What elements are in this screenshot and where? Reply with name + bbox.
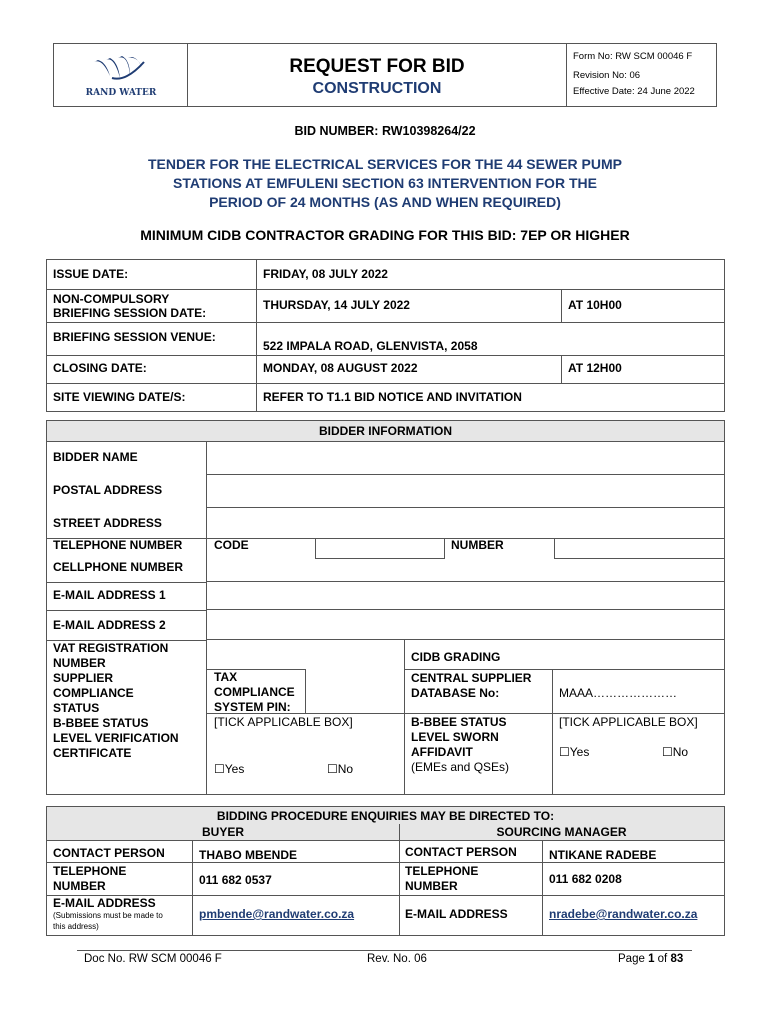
page-total: 83 xyxy=(670,953,684,965)
enquiries-heading: BIDDING PROCEDURE ENQUIRIES MAY BE DIRECTED TO: xyxy=(47,807,724,824)
tender-title-line: STATIONS AT EMFULENI SECTION 63 INTERVENTION FOR THE xyxy=(173,175,597,191)
manager-contact-name: NTIKANE RADEBE xyxy=(549,848,657,862)
bidder-name-input[interactable] xyxy=(206,442,724,475)
bidder-info-heading: BIDDER INFORMATION xyxy=(47,421,724,442)
table-row xyxy=(47,384,725,412)
col-divider xyxy=(542,841,543,935)
bidder-info-section xyxy=(46,420,725,795)
table-row xyxy=(47,323,725,356)
yes-label: Yes xyxy=(224,762,245,776)
bbbee-label-line: LEVEL VERIFICATION xyxy=(53,731,179,745)
briefing-date-value: THURSDAY, 14 JULY 2022 xyxy=(257,290,562,323)
buyer-contact-name: THABO MBENDE xyxy=(199,848,297,862)
buyer-telephone: 011 682 0537 xyxy=(199,873,272,887)
affidavit-label-line: (EMEs and QSEs) xyxy=(411,760,510,774)
affidavit-label-line: B-BBEE STATUS xyxy=(411,715,507,729)
form-info-cell xyxy=(566,44,716,106)
tel-label-line: TELEPHONE xyxy=(405,864,479,878)
csd-label-line: CENTRAL SUPPLIER xyxy=(411,671,532,685)
table-row xyxy=(47,356,725,384)
supplier-label-line: STATUS xyxy=(53,701,100,715)
row-line xyxy=(47,582,207,583)
page-prefix: Page xyxy=(618,953,649,965)
row-line xyxy=(207,669,305,670)
tender-title-line: PERIOD OF 24 MONTHS (AS AND WHEN REQUIRED) xyxy=(209,194,561,210)
email2-input[interactable] xyxy=(206,610,724,640)
cellphone-label: CELLPHONE NUMBER xyxy=(53,560,184,574)
buyer-heading: BUYER xyxy=(47,824,399,841)
tel-label-line: TELEPHONE xyxy=(53,864,127,878)
manager-email-link[interactable]: nradebe@randwater.co.za xyxy=(549,907,698,921)
page-current: 1 xyxy=(648,953,655,965)
email-note-line: this address) xyxy=(53,922,99,931)
email1-label: E-MAIL ADDRESS 1 xyxy=(53,588,166,602)
postal-address-input[interactable] xyxy=(206,475,724,508)
page-subtitle: CONSTRUCTION xyxy=(312,80,442,97)
bbbee-label-line: B-BBEE STATUS xyxy=(53,716,149,730)
tax-label-line: COMPLIANCE xyxy=(214,685,295,699)
telephone-label: TELEPHONE NUMBER xyxy=(53,538,183,552)
checkbox-icon[interactable]: ☐ xyxy=(327,762,338,776)
affidavit-label xyxy=(411,715,509,775)
affidavit-label-line: AFFIDAVIT xyxy=(411,745,473,759)
buyer-email-link[interactable]: pmbende@randwater.co.za xyxy=(199,907,355,921)
footer-page-number xyxy=(618,953,683,965)
briefing-label-line: BRIEFING SESSION DATE: xyxy=(53,306,207,320)
affidavit-label-line: LEVEL SWORN xyxy=(411,730,499,744)
no-label: No xyxy=(337,762,354,776)
tel-label-line: NUMBER xyxy=(405,879,458,893)
page-title: REQUEST FOR BID xyxy=(289,56,465,77)
telephone-code-label: CODE xyxy=(214,538,249,552)
vat-label-line: NUMBER xyxy=(53,656,106,670)
manager-email-label: E-MAIL ADDRESS xyxy=(405,907,508,921)
enquiries-section xyxy=(46,806,725,936)
cidb-grading-label: CIDB GRADING xyxy=(411,650,501,664)
form-number: Form No: RW SCM 00046 F xyxy=(573,51,693,62)
closing-time: AT 12H00 xyxy=(562,356,725,384)
briefing-date-label xyxy=(47,290,257,323)
briefing-label-line: NON-COMPULSORY xyxy=(53,292,170,306)
checkbox-icon[interactable]: ☐ xyxy=(559,745,570,759)
tel-label-line: NUMBER xyxy=(53,879,106,893)
email1-input[interactable] xyxy=(206,582,724,610)
vat-label xyxy=(53,641,199,761)
min-cidb-grading: MINIMUM CIDB CONTRACTOR GRADING FOR THIS BID: 7EP OR HIGHER xyxy=(140,227,630,243)
table-row xyxy=(47,290,725,323)
effective-date: Effective Date: 24 June 2022 xyxy=(573,86,695,97)
venue-value: 522 IMPALA ROAD, GLENVISTA, 2058 xyxy=(257,323,725,356)
postal-address-label: POSTAL ADDRESS xyxy=(53,483,163,497)
header-box xyxy=(53,43,717,107)
site-viewing-value: REFER TO T1.1 BID NOTICE AND INVITATION xyxy=(257,384,725,412)
street-address-label: STREET ADDRESS xyxy=(53,516,162,530)
row-line xyxy=(47,610,207,611)
affidavit-tick-label: [TICK APPLICABLE BOX] xyxy=(559,715,698,729)
logo-cell xyxy=(54,44,188,106)
checkbox-icon[interactable]: ☐ xyxy=(214,762,225,776)
bid-number: BID NUMBER: RW10398264/22 xyxy=(294,124,476,138)
checkbox-icon[interactable]: ☐ xyxy=(662,745,673,759)
tender-title-line: TENDER FOR THE ELECTRICAL SERVICES FOR THE 44 SEWER PUMP xyxy=(148,156,622,172)
manager-tel-label xyxy=(405,864,478,894)
telephone-code-input[interactable] xyxy=(315,538,445,559)
supplier-label-line: SUPPLIER xyxy=(53,671,114,685)
rand-water-logo-icon xyxy=(92,54,148,84)
tax-label-line: SYSTEM PIN: xyxy=(214,700,291,714)
cell-divider xyxy=(552,669,553,794)
col-divider xyxy=(192,841,193,935)
sourcing-manager-heading: SOURCING MANAGER xyxy=(399,824,724,841)
no-label: No xyxy=(672,745,689,759)
cellphone-input[interactable] xyxy=(206,559,724,582)
yes-label: Yes xyxy=(569,745,590,759)
site-viewing-label: SITE VIEWING DATE/S: xyxy=(47,384,257,412)
briefing-time: AT 10H00 xyxy=(562,290,725,323)
bidder-name-label: BIDDER NAME xyxy=(53,450,138,464)
tax-label-line: TAX xyxy=(214,670,238,684)
street-address-input[interactable] xyxy=(206,508,724,538)
vat-label-text: VAT REGISTRATION xyxy=(53,641,169,655)
affidavit-no-option[interactable] xyxy=(662,745,688,759)
closing-date-value: MONDAY, 08 AUGUST 2022 xyxy=(257,356,562,384)
revision-number: Revision No: 06 xyxy=(573,70,641,81)
csd-label-line: DATABASE No: xyxy=(411,686,500,700)
tax-label xyxy=(214,670,295,715)
telephone-number-input[interactable] xyxy=(554,538,724,559)
venue-label: BRIEFING SESSION VENUE: xyxy=(47,323,257,356)
bbbee-tick-label: [TICK APPLICABLE BOX] xyxy=(214,715,353,729)
csd-label xyxy=(411,671,531,701)
row-line xyxy=(405,713,724,714)
tax-pin-input[interactable] xyxy=(305,669,404,714)
logo-text: RAND WATER xyxy=(85,88,157,98)
supplier-label-line: COMPLIANCE xyxy=(53,686,134,700)
vat-input[interactable] xyxy=(206,640,404,669)
buyer-contact-label: CONTACT PERSON xyxy=(53,846,165,860)
table-row xyxy=(47,260,725,290)
email-label-text: E-MAIL ADDRESS xyxy=(53,896,156,910)
manager-contact-label: CONTACT PERSON xyxy=(405,845,517,859)
email-note-line: (Submissions must be made to xyxy=(53,911,163,920)
tender-title xyxy=(0,155,770,212)
affidavit-yes-option[interactable] xyxy=(559,745,589,759)
bbbee-no-option[interactable] xyxy=(327,762,353,776)
page-of: of xyxy=(654,953,671,965)
row-line xyxy=(405,669,724,670)
vat-label-line xyxy=(53,641,199,656)
bid-details-table xyxy=(46,259,725,412)
cell-divider xyxy=(404,640,405,794)
email2-label: E-MAIL ADDRESS 2 xyxy=(53,618,166,632)
buyer-tel-label xyxy=(53,864,126,894)
row-line xyxy=(47,862,724,863)
csd-number-input[interactable]: MAAA………………… xyxy=(559,686,678,700)
col-divider xyxy=(399,824,400,935)
issue-date-label: ISSUE DATE: xyxy=(47,260,257,290)
telephone-number-label: NUMBER xyxy=(451,538,504,552)
buyer-email-label xyxy=(53,896,163,932)
bbbee-yes-option[interactable] xyxy=(214,762,244,776)
cidb-grading-input[interactable] xyxy=(552,640,724,669)
footer-rev-no: Rev. No. 06 xyxy=(367,953,427,965)
manager-telephone: 011 682 0208 xyxy=(549,872,622,886)
footer-doc-no: Doc No. RW SCM 00046 F xyxy=(84,953,222,965)
issue-date-value: FRIDAY, 08 JULY 2022 xyxy=(257,260,725,290)
closing-date-label: CLOSING DATE: xyxy=(47,356,257,384)
row-line xyxy=(207,713,405,714)
footer-rule xyxy=(77,950,692,951)
bbbee-label-line: CERTIFICATE xyxy=(53,746,132,760)
